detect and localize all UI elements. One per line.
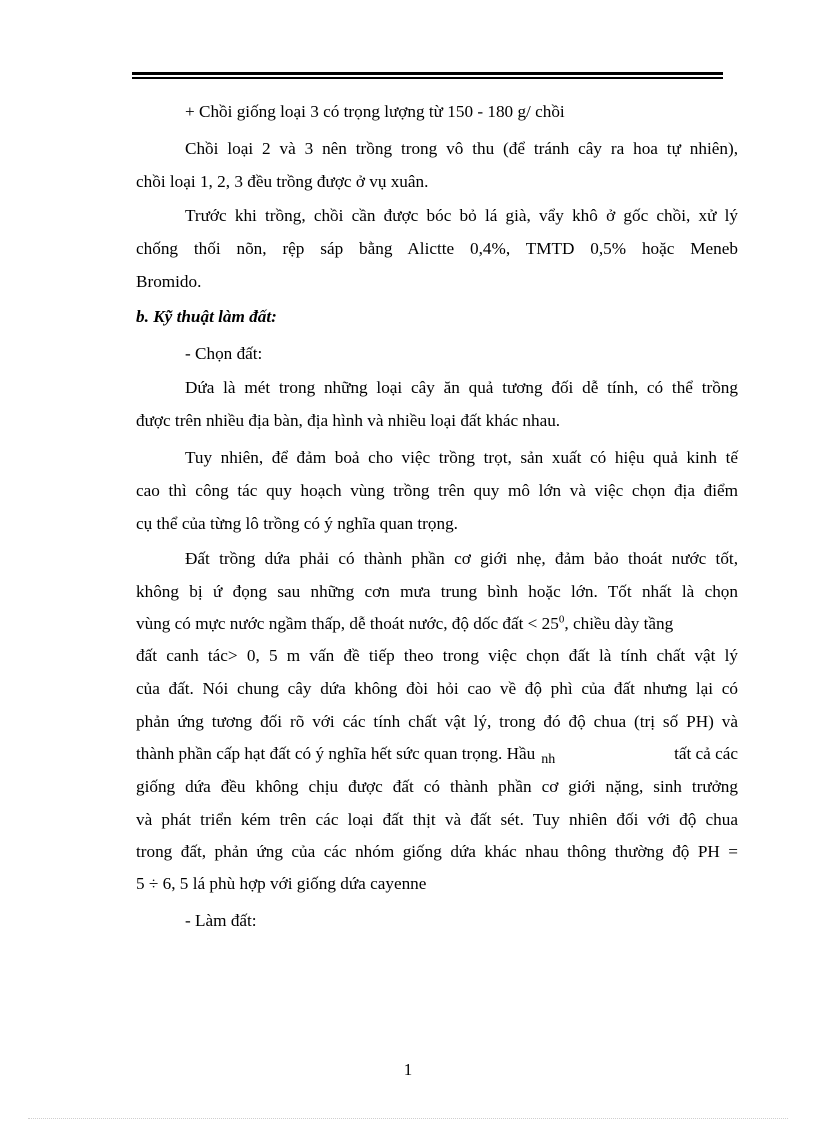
text-line: Bromido. [136, 272, 202, 291]
subheading: - Làm đất: [185, 911, 257, 930]
text-fragment: thành phần cấp hạt đất có ý nghĩa hết sức quan trọng. Hầu [136, 744, 536, 763]
text-fragment: vùng có mực nước ngầm thấp, dễ thoát nước, độ dốc đất < 25 [136, 614, 559, 633]
text-line: Dứa là mét trong những loại cây ăn quả tương đối dễ tính, có thể trồng [185, 378, 738, 397]
text-line: được trên nhiều địa bàn, địa hình và nhiều loại đất khác nhau. [136, 411, 561, 430]
superscript: 0 [558, 613, 565, 626]
text-line: cao thì công tác quy hoạch vùng trồng trên quy mô lớn và việc chọn địa điểm [136, 481, 738, 500]
text-line: không bị ứ đọng sau những cơn mưa trung bình hoặc lớn. Tốt nhất là chọn [136, 582, 738, 601]
text-fragment: , chiều dày tầng [564, 614, 674, 633]
subheading: - Chọn đất: [185, 344, 263, 363]
text-line: của đất. Nói chung cây dứa không đòi hỏi cao về độ phì của đất nhưng lại có [136, 679, 738, 698]
text-line: + Chồi giống loại 3 có trọng lượng từ 150 - 180 g/ chồi [185, 102, 565, 121]
text-line: cụ thể của từng lô trồng có ý nghĩa quan trọng. [136, 514, 458, 533]
page-number: 1 [403, 1060, 413, 1079]
text-line: phản ứng tương đối rõ với các tính chất vật lý, trong đó độ chua (trị số PH) và [136, 712, 738, 731]
text-line: Đất trồng dứa phải có thành phần cơ giới nhẹ, đảm bảo thoát nước tốt, [185, 549, 738, 568]
stray-subscript: nh [541, 752, 556, 767]
text-fragment: tất cả các [674, 744, 738, 763]
text-line: chống thối nõn, rệp sáp bằng Alictte 0,4%, TMTD 0,5% hoặc Meneb [136, 239, 738, 258]
text-line: giống dứa đều không chịu được đất có thành phần cơ giới nặng, sinh trưởng [136, 777, 738, 796]
text-line: Trước khi trồng, chồi cần được bóc bỏ lá già, vẩy khô ở gốc chồi, xử lý [185, 206, 738, 225]
text-line: đất canh tác> 0, 5 m vấn đề tiếp theo trong việc chọn đất là tính chất vật lý [136, 646, 738, 665]
section-heading: b. Kỹ thuật làm đất: [136, 307, 277, 326]
text-line: trong đất, phản ứng của các nhóm giống dứa khác nhau thông thường độ PH = [136, 842, 738, 861]
text-line [136, 613, 738, 635]
header-rule-bottom [132, 77, 723, 79]
text-line: chồi loại 1, 2, 3 đều trồng được ở vụ xuân. [136, 172, 429, 191]
text-line: Tuy nhiên, để đảm boả cho việc trồng trọt, sản xuất có hiệu quả kinh tế [185, 448, 738, 467]
text-line [136, 743, 738, 767]
page-border-dotted [28, 1118, 788, 1119]
text-line: và phát triển kém trên các loại đất thịt và đất sét. Tuy nhiên đối với độ chua [136, 810, 738, 829]
header-rule-top [132, 72, 723, 75]
text-line: 5 ÷ 6, 5 lá phù hợp với giống dứa cayenne [136, 874, 427, 893]
text-line: Chồi loại 2 và 3 nên trồng trong vô thu (để tránh cây ra hoa tự nhiên), [185, 139, 738, 158]
